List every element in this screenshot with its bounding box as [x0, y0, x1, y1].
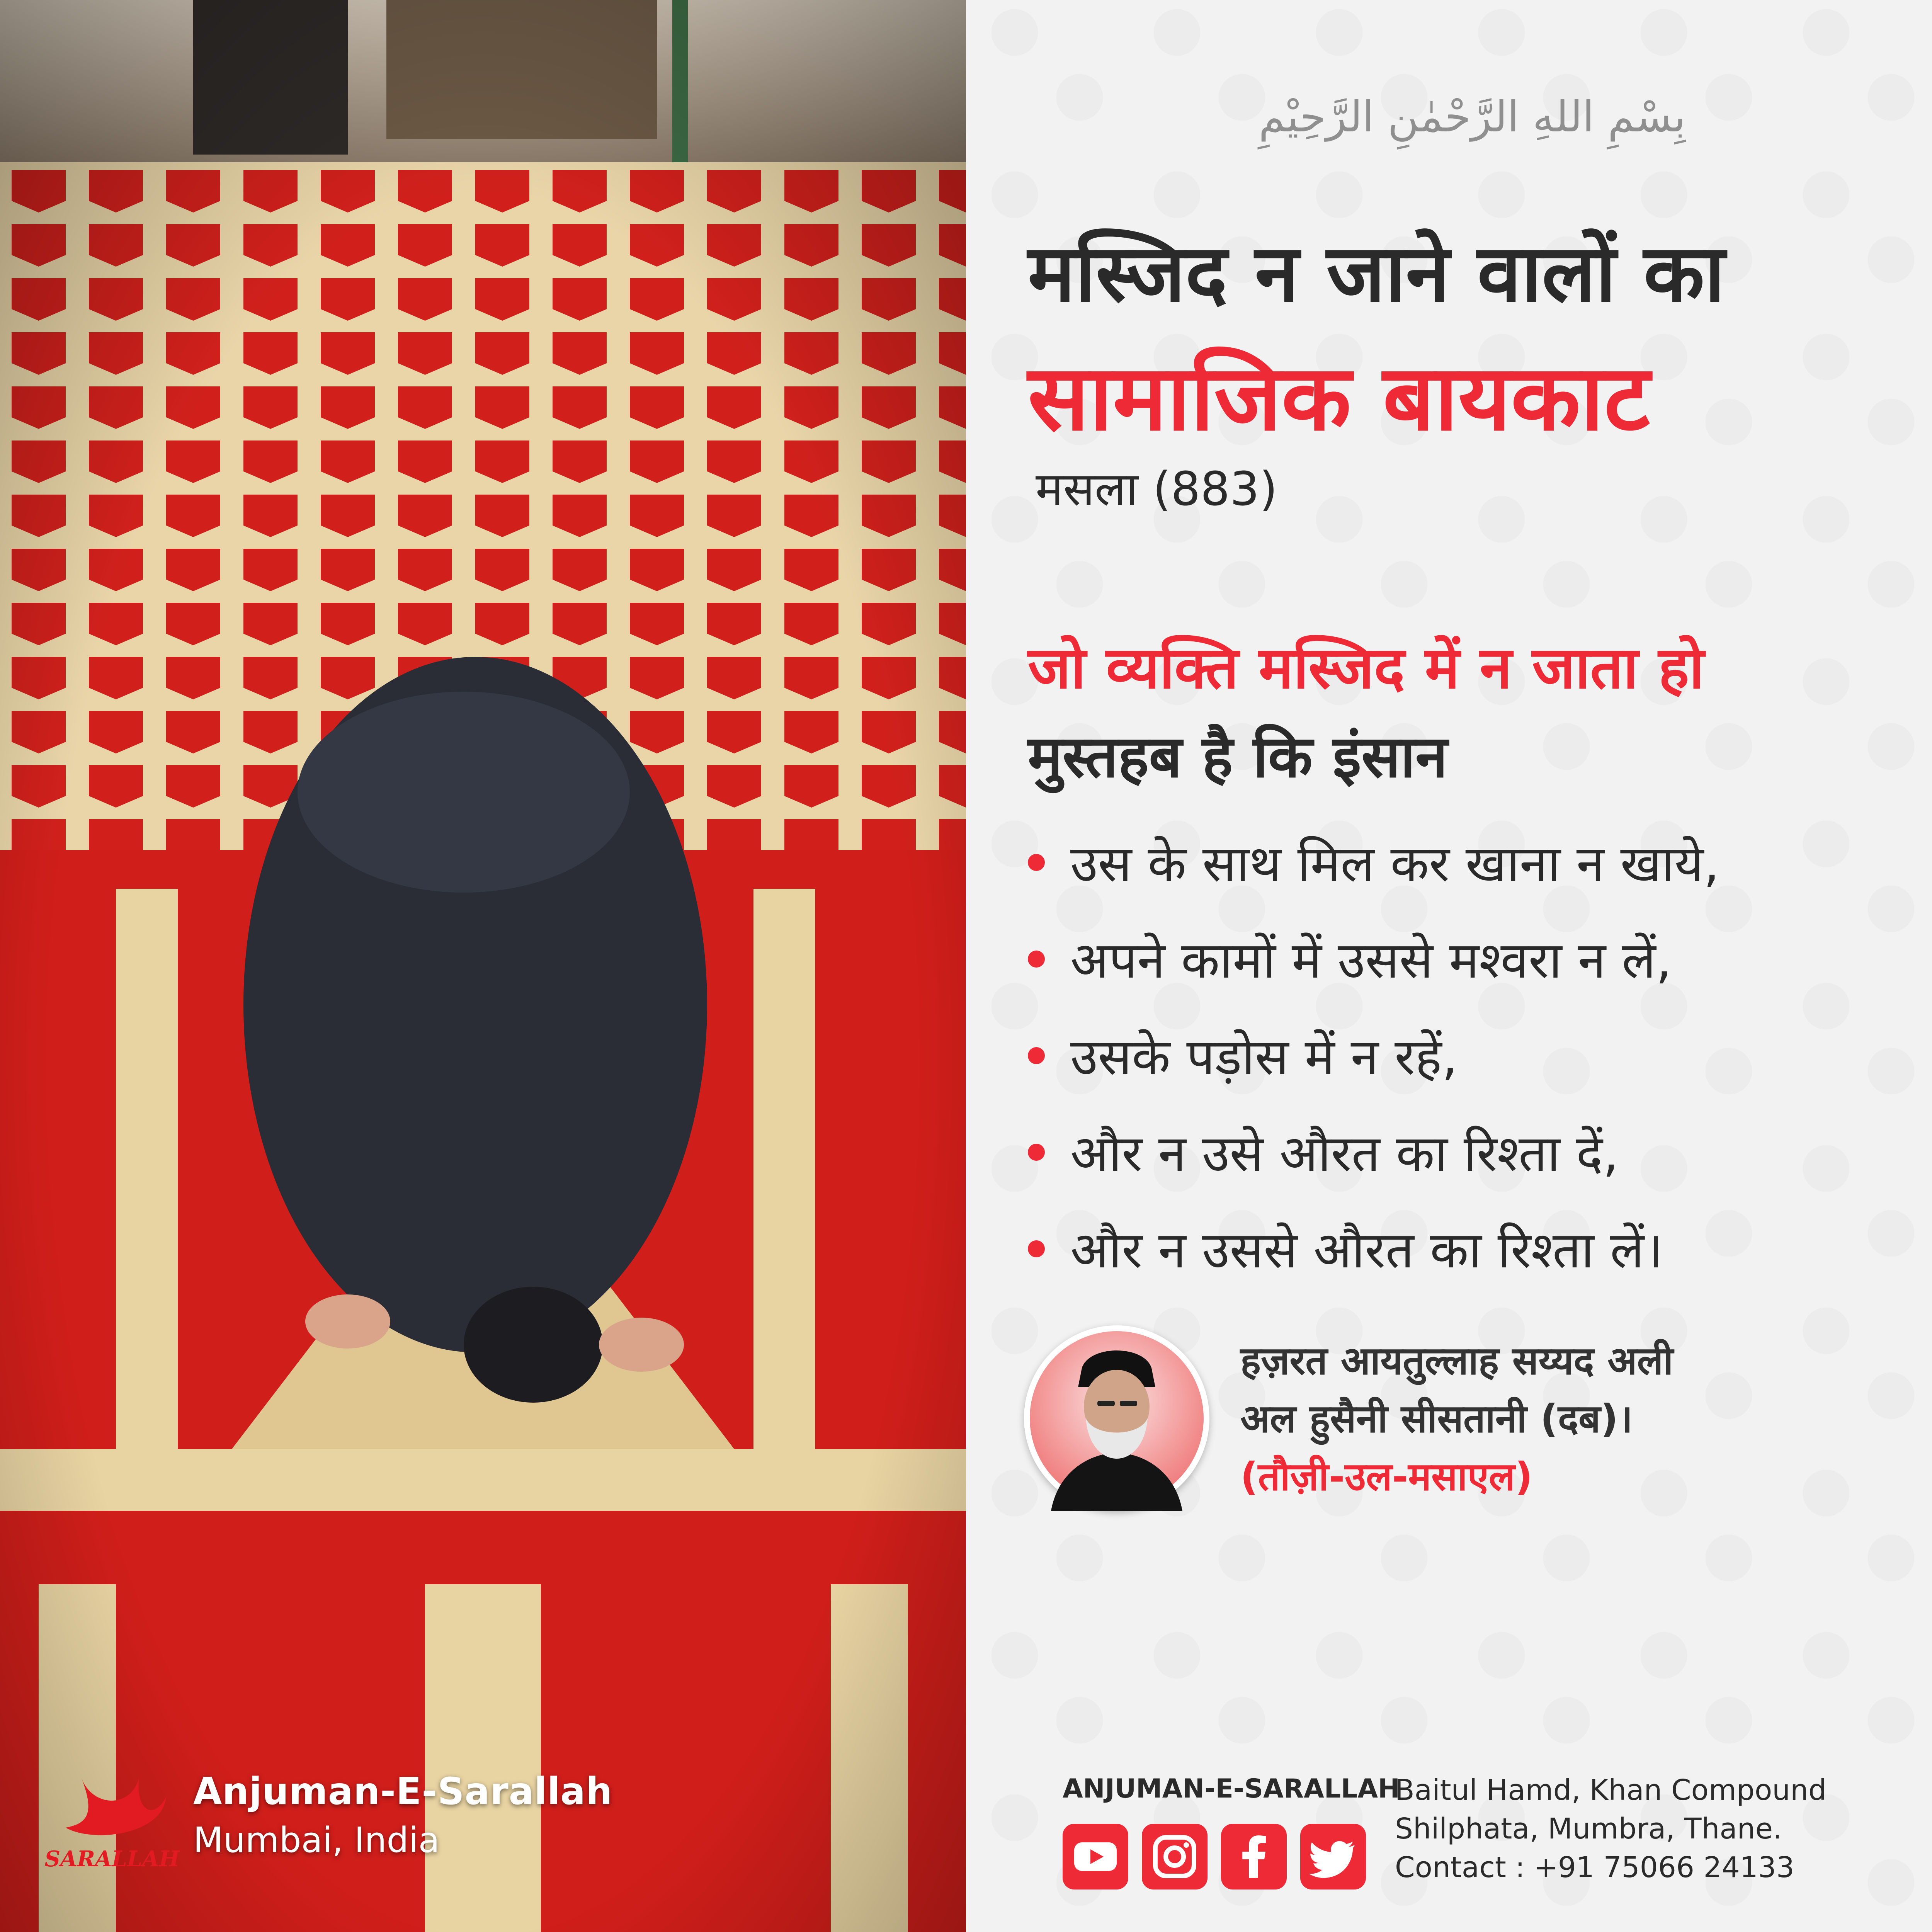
author-block — [1024, 1325, 1874, 1526]
author-portrait-icon — [1024, 1325, 1209, 1511]
social-links — [1063, 1824, 1372, 1897]
author-avatar — [1024, 1325, 1209, 1511]
bullet-dot-icon — [1028, 1144, 1045, 1161]
bullet-dot-icon — [1028, 951, 1045, 968]
address-line-2: Shilphata, Mumbra, Thane. — [1395, 1812, 1782, 1845]
bullet-dot-icon — [1028, 1240, 1045, 1257]
contact-number: Contact : +91 75066 24133 — [1395, 1851, 1794, 1884]
list-item — [1024, 1217, 1719, 1314]
author-name-line-1: हज़रत आयतुल्लाह सय्यद अली — [1240, 1338, 1673, 1383]
bullet-dot-icon — [1028, 854, 1045, 871]
instagram-link[interactable] — [1142, 1824, 1208, 1889]
list-item — [1024, 1024, 1719, 1121]
twitter-link[interactable] — [1300, 1824, 1366, 1889]
ruling-points — [1024, 831, 1719, 1314]
masla-number: मसला (883) — [1036, 463, 1278, 516]
footer-brand: ANJUMAN-E-SARALLAH — [1063, 1774, 1400, 1804]
address-line-1: Baitul Hamd, Khan Compound — [1395, 1774, 1827, 1807]
list-item — [1024, 831, 1719, 927]
author-name-line-2: अल हुसैनी सीसतानी (दब)। — [1240, 1396, 1633, 1441]
lead-line-2: मुस्तहब है कि इंसान — [1028, 723, 1448, 791]
youtube-icon — [1063, 1824, 1128, 1889]
org-city: Mumbai, India — [193, 1820, 440, 1861]
point-text: और न उसे औरत का रिश्ता दें, — [1070, 1124, 1619, 1183]
point-text: अपने कामों में उससे मश्वरा न लें, — [1070, 931, 1672, 990]
source-book: (तौज़ी-उल-मसाएल) — [1240, 1454, 1533, 1499]
instagram-icon — [1142, 1824, 1208, 1889]
list-item — [1024, 1121, 1719, 1217]
point-text: उसके पड़ोस में न रहें, — [1070, 1027, 1458, 1086]
list-item — [1024, 927, 1719, 1024]
facebook-icon — [1221, 1824, 1287, 1889]
sarallah-logo-icon — [39, 1762, 185, 1878]
point-text: उस के साथ मिल कर खाना न खाये, — [1070, 834, 1720, 893]
bismillah-text: بِسْمِ اللهِ الرَّحْمٰنِ الرَّحِيْمِ — [1259, 92, 1686, 141]
bullet-dot-icon — [1028, 1047, 1045, 1064]
bismillah-calligraphy — [1259, 66, 1686, 166]
org-name: Anjuman-E-Sarallah — [193, 1770, 613, 1813]
footer — [1063, 1766, 1913, 1913]
twitter-icon — [1300, 1824, 1366, 1889]
youtube-link[interactable] — [1063, 1824, 1128, 1889]
title-line-2: सामाजिक बायकाट — [1028, 345, 1650, 451]
lead-line-1: जो व्यक्ति मस्जिद में न जाता हो — [1028, 634, 1704, 702]
photo-brand — [39, 1762, 618, 1878]
text-panel — [966, 0, 1932, 1932]
point-text: और न उससे औरत का रिश्ता लें। — [1070, 1221, 1663, 1279]
title-line-1: मस्जिद न जाने वालों का — [1028, 228, 1725, 320]
logo-wordmark: SARALLAH — [44, 1846, 180, 1872]
facebook-link[interactable] — [1221, 1824, 1287, 1889]
